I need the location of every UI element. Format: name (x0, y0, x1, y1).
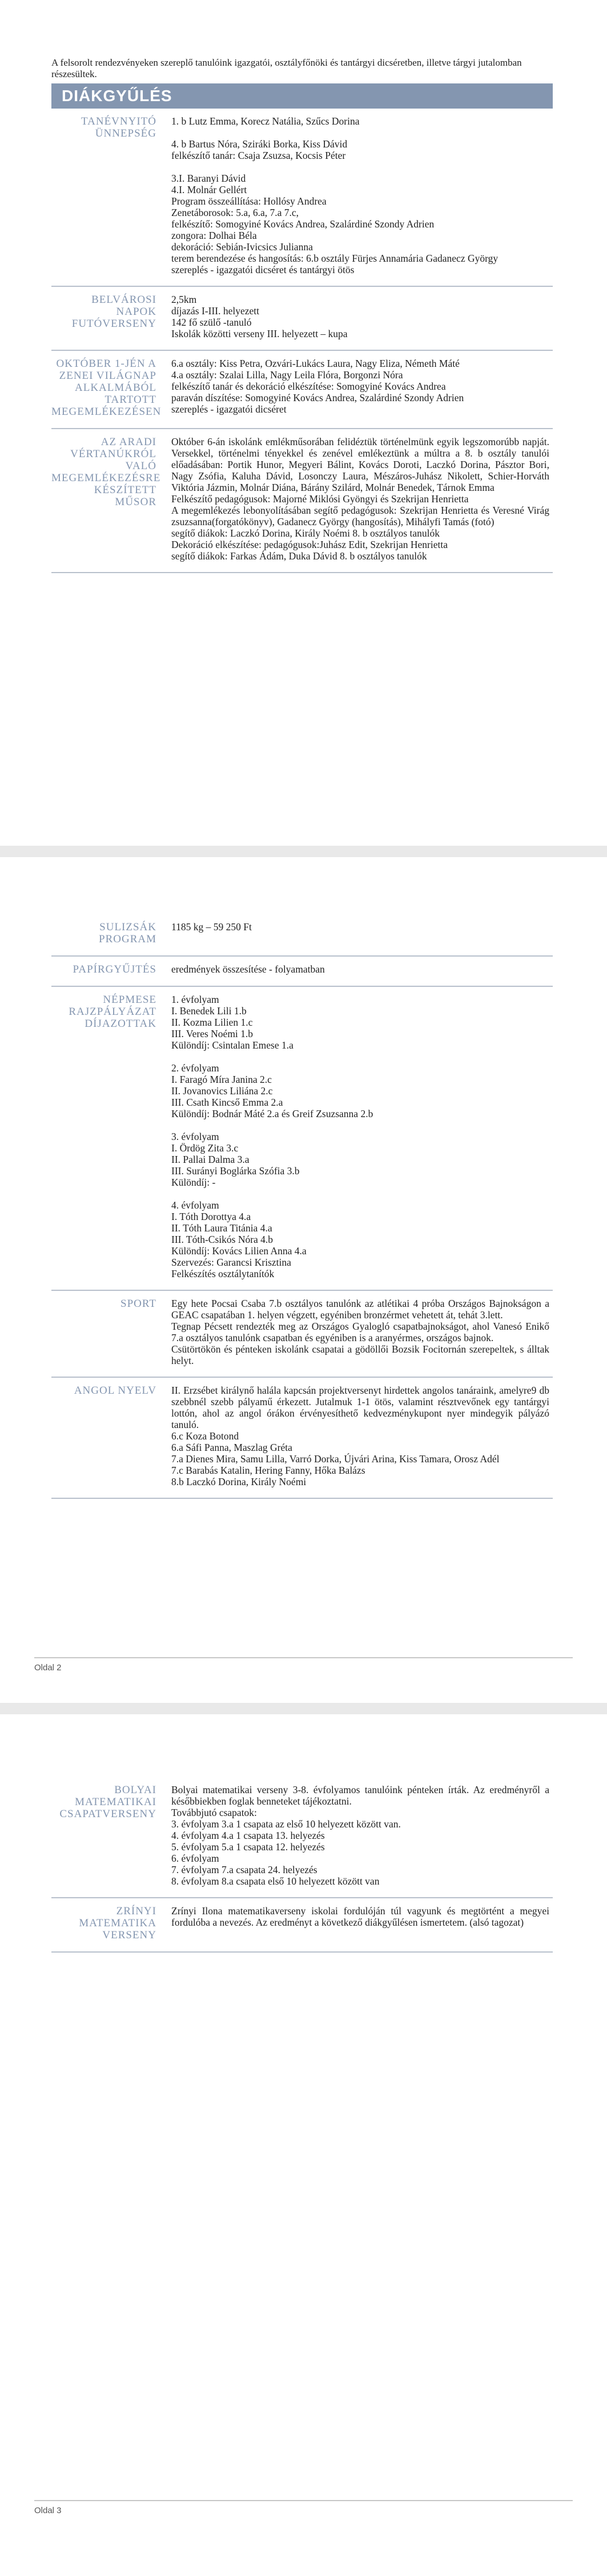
section-line: 3.I. Baranyi Dávid (171, 173, 246, 184)
section-line: Különdíj: Kovács Lilien Anna 4.a (171, 1245, 307, 1257)
section (51, 1378, 553, 1499)
section-line: 2,5km (171, 294, 197, 305)
page-2-sections (51, 914, 553, 1499)
section-line: 6.a osztály: Kiss Petra, Ozvári-Lukács Laura, Nagy Eliza, Németh Máté (171, 358, 460, 369)
section-line (171, 1188, 549, 1199)
section-line: Szervezés: Garancsi Krisztina (171, 1257, 291, 1268)
section-line: I. Benedek Lili 1.b (171, 1005, 247, 1017)
section-line: III. Surányi Boglárka Szófia 3.b (171, 1165, 300, 1177)
section-label: NÉPMESE RAJZPÁLYÁZAT DÍJAZOTTAK (69, 994, 156, 1030)
section-line: Felkészítő pedagógusok: Majorné Miklósi Gyöngyi és Szekrijan Henrietta (171, 493, 469, 505)
section (51, 351, 553, 429)
section-body (171, 358, 553, 418)
section-line: I. Faragó Míra Janina 2.c (171, 1074, 272, 1085)
section-line: 1. évfolyam (171, 994, 219, 1005)
section-label: PAPÍRGYŰJTÉS (73, 963, 156, 975)
section-line: Bolyai matematikai verseny 3-8. évfolyamos tanulóink pénteken írták. Az eredményről a későbbiekben foglak benneteket tájékoztatni. (171, 1784, 549, 1807)
section (51, 109, 553, 287)
section-line: Különdíj: - (171, 1177, 216, 1188)
page-3 (0, 1714, 607, 2576)
section-body (171, 115, 553, 275)
section-body (171, 921, 553, 945)
section-line: dekoráció: Sebián-Ivicsics Julianna (171, 241, 313, 253)
page-3-footer: Oldal 3 (34, 2500, 573, 2515)
section-label: AZ ARADI VÉRTANÚKRÓL VALÓ MEGEMLÉKEZÉSRE KÉSZÍTETT MŰSOR (51, 436, 161, 508)
section (51, 1291, 553, 1378)
section-line: I. Tóth Dorottya 4.a (171, 1211, 251, 1222)
section-line: II. Kozma Lilien 1.c (171, 1017, 253, 1028)
section-line: A megemlékezés lebonyolításában segítő pedagógusok: Szekrijan Henrietta és Veresné Virág zsuzsanna(forgatókönyv), Gadanecz György (hangosítás), Mihályfi Tamás (fotó) (171, 505, 549, 527)
section-line: felkészítő tanár: Csaja Zsuzsa, Kocsis Péter (171, 150, 346, 161)
section-line: Különdíj: Bodnár Máté 2.a és Greif Zsuzsanna 2.b (171, 1108, 373, 1119)
section-label: BELVÁROSI NAPOK FUTÓVERSENY (71, 294, 156, 330)
section-label: ZRÍNYI MATEMATIKA VERSENY (79, 1905, 156, 1941)
section-line: II. Tóth Laura Titánia 4.a (171, 1222, 272, 1234)
intro-text: A felsorolt rendezvényeken szereplő tanulóink igazgatói, osztályfőnöki és tantárgyi dicséretben, illetve tárgyi jutalomban részesültek. (51, 57, 522, 79)
section (51, 287, 553, 351)
section-line: 2. évfolyam (171, 1062, 219, 1074)
section-label: SPORT (120, 1298, 156, 1310)
page-3-sections (51, 1777, 553, 1953)
section-line (171, 1119, 549, 1131)
section-line: paraván díszítése: Somogyiné Kovács Andrea, Szalárdiné Szondy Adrien (171, 392, 464, 403)
section-line: 6.a Sáfi Panna, Maszlag Gréta (171, 1442, 292, 1453)
section-label: SULIZSÁK PROGRAM (99, 921, 156, 945)
section-line: díjazás I-III. helyezett (171, 305, 260, 317)
section (51, 957, 553, 987)
section (51, 429, 553, 573)
section-line: segítő diákok: Laczkó Dorina, Király Noémi 8. b osztályos tanulók (171, 527, 440, 539)
page-2-footer: Oldal 2 (34, 1657, 573, 1673)
section-body (171, 1784, 553, 1887)
page-3-content (51, 1777, 553, 1953)
section-line: 4. évfolyam 4.a 1 csapata 13. helyezés (171, 1830, 325, 1841)
section-line: III. Tóth-Csikós Nóra 4.b (171, 1234, 274, 1245)
section-line: 7.a Dienes Mira, Samu Lilla, Varró Dorka, Újvári Arina, Kiss Tamara, Orosz Adél (171, 1453, 500, 1465)
section-body (171, 963, 553, 975)
section-line: Egy hete Pocsai Csaba 7.b osztályos tanulónk az atlétikai 4 próba Országos Bajnokságon a GEAC csapatában 1. helyen végzett, egyéniben bronzérmet vehetett át, tehát 3.lett. (171, 1298, 549, 1321)
section-line: Október 6-án iskolánk emlékműsorában felidéztük történelmünk egyik legszomorúbb napját. Versekkel, történelmi tényekkel és zenével emlékeztünk a múltra a 8. b osztály tanulói előadásában: Portik Hunor, Megyeri Bálint, Kovács Doroti, Laczkó Dorina, Pásztor Bori, Nagy Zsófia, Kaluha Dávid, Losonczy Laura, Mészáros-Juhász Nikolett, Schier-Horváth Viktória Jázmin, Molnár Diána, Bárány Szilárd, Molnár Benedek, Tárnok Emma (171, 436, 549, 493)
section-line: Felkészítés osztálytanítók (171, 1268, 275, 1279)
section-line: Zrínyi Ilona matematikaverseny iskolai fordulóján túl vagyunk és megtörtént a megyei fordulóba a nevezés. Az eredményt a következő diákgyűlésen ismertetem. (alsó tagozat) (171, 1905, 549, 1928)
section-line: Csütörtökön és pénteken iskolánk csapatai a gödöllői Bozsik Focitornán szerepeltek, s álltak helyt. (171, 1343, 549, 1366)
section-line: II. Erzsébet királynő halála kapcsán projektversenyt hirdettek angolos tanáraink, amelyre9 db szebbnél szebb pályamű érkezett. Jutalmuk 1-1 ötös, valamint résztvevőnek egy tantárgyi lottón, ahol az angol órákon érvényesíthető kedvezménykupont nyer mindegyik pályázó tanuló. (171, 1385, 549, 1430)
section-line: II. Jovanovics Liliána 2.c (171, 1085, 273, 1097)
section-body (171, 1905, 553, 1941)
section-line: 7.c Barabás Katalin, Hering Fanny, Hőka Balázs (171, 1465, 365, 1476)
section (51, 987, 553, 1291)
section-line (171, 1051, 549, 1062)
section-line: segítő diákok: Farkas Ádám, Duka Dávid 8. b osztályos tanulók (171, 550, 427, 562)
section-line: Dekoráció elkészítése: pedagógusok:Juhász Edit, Szekrijan Henrietta (171, 539, 448, 550)
section-line: III. Csath Kincső Emma 2.a (171, 1097, 283, 1108)
section-line: III. Veres Noémi 1.b (171, 1028, 254, 1039)
section-line: Tegnap Pécsett rendezték meg az Országos Gyalogló csapatbajnokságot, ahol Vanesó Enikő 7.a osztályos tanulónk csapatban és egyéniben is a aranyérmes, országos bajnok. (171, 1321, 549, 1343)
section-label: OKTÓBER 1-JÉN A ZENEI VILÁGNAP ALKALMÁBÓL TARTOTT MEGEMLÉKEZÉSEN (51, 358, 162, 418)
section (51, 1777, 553, 1898)
section-line: 6.c Koza Botond (171, 1430, 239, 1442)
section-line: szereplés - igazgatói dicséret (171, 403, 287, 415)
section-line: II. Pallai Dalma 3.a (171, 1154, 250, 1165)
section-line: 1185 kg – 59 250 Ft (171, 921, 252, 933)
section-body (171, 994, 553, 1279)
section-line: 4.a osztály: Szalai Lilla, Nagy Leila Flóra, Borgonzi Nóra (171, 369, 403, 381)
section-line: Iskolák közötti verseny III. helyezett – kupa (171, 328, 348, 339)
page-2 (0, 857, 607, 1703)
section-line: szereplés - igazgatói dicséret és tantárgyi ötös (171, 264, 355, 275)
section-line: Továbbjutó csapatok: (171, 1807, 257, 1818)
section-line: terem berendezése és hangosítás: 6.b osztály Fürjes Annamária Gadanecz György (171, 253, 499, 264)
section-line: felkészítő: Somogyiné Kovács Andrea, Szalárdiné Szondy Adrien (171, 218, 435, 230)
section-label: TANÉVNYITÓ ÜNNEPSÉG (81, 115, 156, 139)
section-line: Program összeállítása: Hollósy Andrea (171, 195, 327, 207)
section-line: felkészítő tanár és dekoráció elkészítése: Somogyiné Kovács Andrea (171, 381, 446, 392)
section-line: 142 fő szülő -tanuló (171, 317, 252, 328)
section-line: 7. évfolyam 7.a csapata 24. helyezés (171, 1864, 317, 1875)
section-line: 3. évfolyam (171, 1131, 219, 1142)
section-line: 8. évfolyam 8.a csapata első 10 helyezett között van (171, 1875, 380, 1887)
section-line (171, 127, 549, 138)
section-line: I. Ördög Zita 3.c (171, 1142, 239, 1154)
section-line: 1. b Lutz Emma, Korecz Natália, Szűcs Dorina (171, 115, 360, 127)
section-line: zongora: Dolhai Béla (171, 230, 257, 241)
page-1-content (51, 0, 553, 573)
section-line: Zenetáborosok: 5.a, 6.a, 7.a 7.c, (171, 207, 299, 218)
section-body (171, 436, 553, 562)
section-line (171, 161, 549, 173)
section-line: 8.b Laczkó Dorina, Király Noémi (171, 1476, 307, 1487)
section-line: 3. évfolyam 3.a 1 csapata az első 10 helyezett között van. (171, 1818, 401, 1830)
section-line: Különdíj: Csintalan Emese 1.a (171, 1039, 294, 1051)
section (51, 914, 553, 957)
section-body (171, 294, 553, 339)
section-line: 5. évfolyam 5.a 1 csapata 12. helyezés (171, 1841, 325, 1853)
page-1 (0, 0, 607, 846)
section-label: BOLYAI MATEMATIKAI CSAPATVERSENY (59, 1784, 156, 1820)
section-line: 4. évfolyam (171, 1199, 219, 1211)
section-line: eredmények összesítése - folyamatban (171, 963, 325, 975)
page-2-content (51, 914, 553, 1499)
diakgyules-banner: DIÁKGYŰLÉS (51, 83, 553, 109)
section (51, 1898, 553, 1953)
section-line: 4.I. Molnár Gellért (171, 184, 247, 195)
section-line: 6. évfolyam (171, 1853, 219, 1864)
section-body (171, 1298, 553, 1366)
section-body (171, 1385, 553, 1487)
section-line: 4. b Bartus Nóra, Sziráki Borka, Kiss Dávid (171, 138, 348, 150)
section-label: ANGOL NYELV (74, 1385, 156, 1397)
page-1-sections (51, 109, 553, 573)
